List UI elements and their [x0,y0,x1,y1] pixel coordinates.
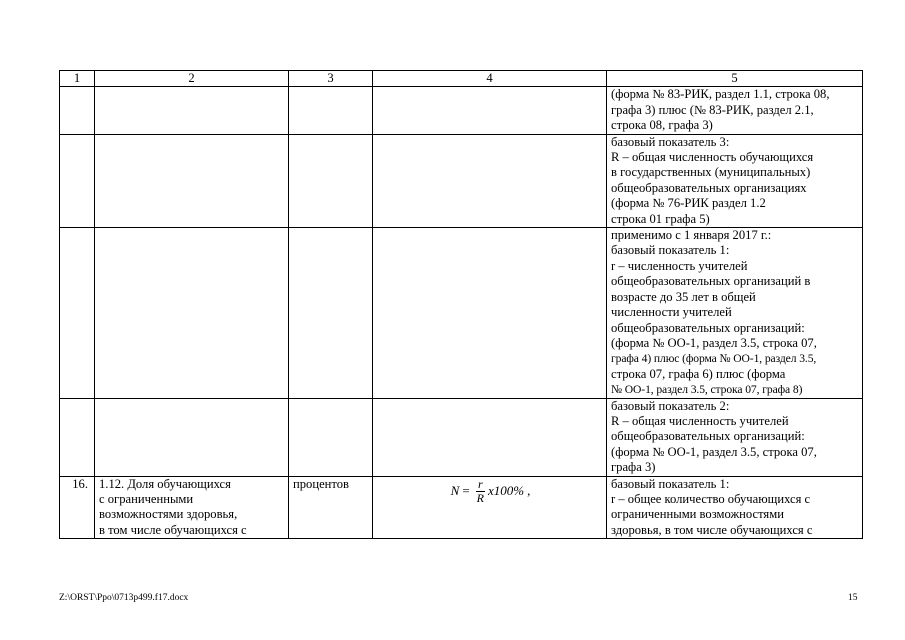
cell-line: базовый показатель 1: [611,476,730,491]
cell-line: графа 3) [611,460,656,475]
indicator-name-cell [95,87,289,134]
table-row [60,228,863,398]
cell-line: численности учителей [611,305,732,320]
unit-cell [289,228,373,398]
base-indicator-cell [607,87,863,134]
formula-lhs: N [450,483,460,499]
header-col-2: 2 [95,71,289,87]
footer-file-path: Z:\ORST\Ppo\0713p499.f17.docx [59,593,189,603]
indicator-name-cell [95,134,289,227]
header-col-1: 1 [60,71,95,87]
cell-line: № ОО-1, раздел 3.5, строка 07, графа 8) [611,383,803,397]
indicator-name-cell [95,476,289,539]
cell-line: общеобразовательных организаций: [611,320,805,335]
formula-denominator: R [476,490,484,505]
cell-line: базовый показатель 3: [611,134,730,149]
cell-line: строка 08, графа 3) [611,118,713,133]
cell-line: здоровья, в том числе обучающихся с [611,522,813,537]
cell-line: базовый показатель 2: [611,398,730,413]
header-col-3: 3 [289,71,373,87]
cell-line: графа 4) плюс (форма № ОО-1, раздел 3.5, [611,352,817,366]
table-row [60,87,863,134]
cell-line: R – общая численность обучающихся [611,150,814,165]
cell-line: общеобразовательных организаций: [611,429,805,444]
row-number-cell [60,398,95,476]
footer-page-number: 15 [848,593,858,603]
cell-line: строка 01 графа 5) [611,211,710,226]
cell-line: r – общее количество обучающихся с [611,491,811,506]
cell-line: (форма № ОО-1, раздел 3.5, строка 07, [611,335,817,350]
document-table [59,70,863,539]
cell-line: возрасте до 35 лет в общей [611,289,756,304]
unit-cell: процентов [289,476,373,539]
table-row [60,134,863,227]
cell-line: применимо с 1 января 2017 г.: [611,228,772,243]
formula-cell [373,398,607,476]
indicator-name-cell [95,398,289,476]
cell-line: ограниченными возможностями [611,507,784,522]
formula-cell [373,87,607,134]
table-row [60,398,863,476]
base-indicator-cell [607,476,863,539]
cell-line: с ограниченными [99,491,194,506]
formula [377,477,604,505]
cell-line: базовый показатель 1: [611,243,730,258]
row-number-cell [60,134,95,227]
formula-fraction [475,478,486,505]
cell-line: в государственных (муниципальных) [611,165,811,180]
cell-line: общеобразовательных организациях [611,180,807,195]
row-number-cell: 16. [60,476,95,539]
cell-line: строка 07, графа 6) плюс (форма [611,366,786,381]
formula-trailing: , [527,483,531,499]
table-row [60,476,863,539]
cell-line: (форма № ОО-1, раздел 3.5, строка 07, [611,444,817,459]
cell-line: 1.12. Доля обучающихся [99,476,231,491]
indicator-name-cell [95,228,289,398]
formula-cell [373,228,607,398]
cell-line: общеобразовательных организаций в [611,274,811,289]
formula-numerator: r [477,476,483,491]
cell-line: (форма № 76-РИК раздел 1.2 [611,196,766,211]
base-indicator-cell [607,398,863,476]
base-indicator-cell [607,228,863,398]
row-number-cell [60,87,95,134]
formula-suffix: x100% [488,483,525,499]
base-indicator-cell [607,134,863,227]
header-col-5: 5 [607,71,863,87]
row-number-cell [60,228,95,398]
cell-line: R – общая численность учителей [611,413,789,428]
unit-cell [289,398,373,476]
table-header-row [60,71,863,87]
formula-cell [373,476,607,539]
cell-line: (форма № 83-РИК, раздел 1.1, строка 08, [611,87,830,102]
unit-cell [289,87,373,134]
cell-line: в том числе обучающихся с [99,522,247,537]
cell-line: возможностями здоровья, [99,507,238,522]
header-col-4: 4 [373,71,607,87]
formula-equals: = [462,483,470,499]
cell-line: r – численность учителей [611,258,748,273]
formula-cell [373,134,607,227]
unit-cell [289,134,373,227]
cell-line: графа 3) плюс (№ 83-РИК, раздел 2.1, [611,102,814,117]
